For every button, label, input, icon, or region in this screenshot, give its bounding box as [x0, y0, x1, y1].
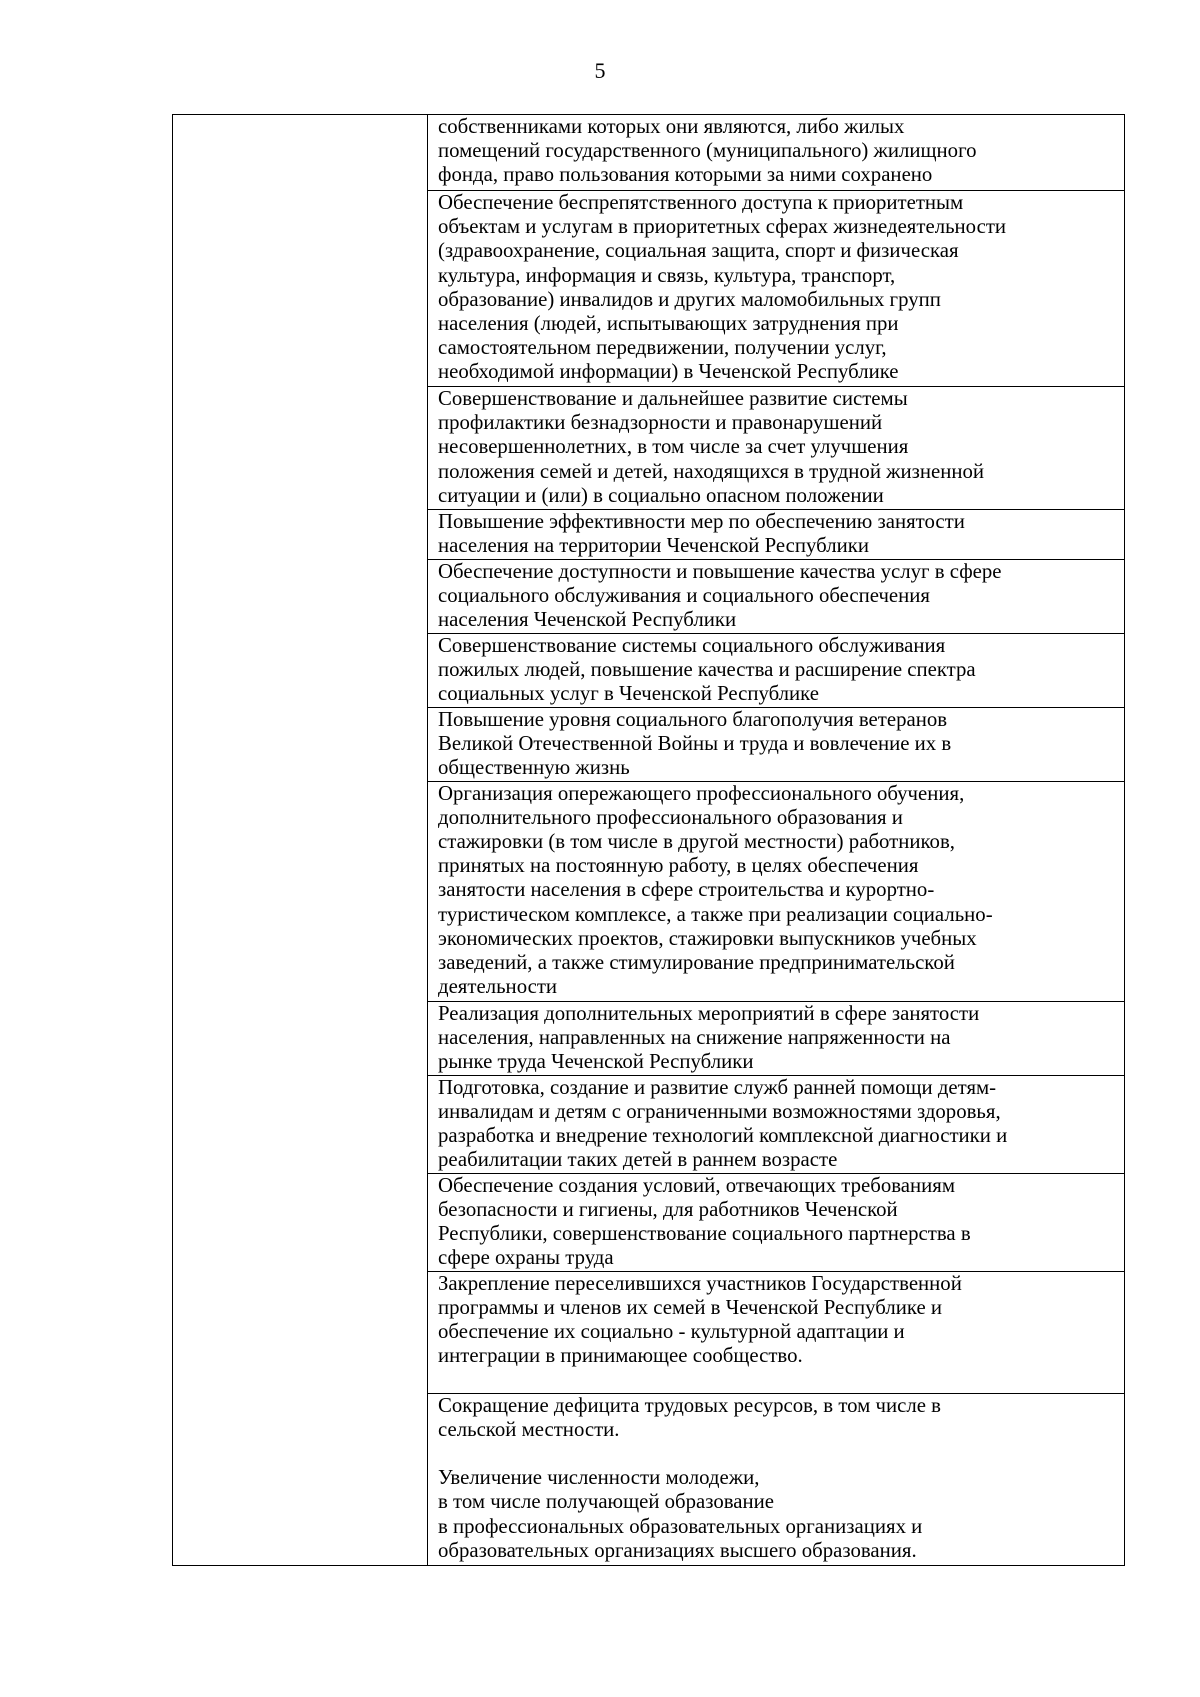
table-row [173, 115, 1125, 191]
table-cell [428, 560, 1125, 634]
cell-text: Повышение эффективности мер по обеспечению занятости населения на территории Чеченской Республики [438, 510, 965, 558]
cell-text: Обеспечение доступности и повышение качества услуг в сфере социального обслуживания и социального обеспечения населения Чеченской Республики [438, 560, 1002, 632]
goals-table [172, 114, 1125, 1566]
cell-text: Совершенствование и дальнейшее развитие системы профилактики безнадзорности и правонарушений несовершеннолетних, в том числе за счет улучшения положения семей и детей, находящихся в трудной жизненной ситуации и (или) в социально опасном положении [438, 387, 985, 507]
table-cell [428, 115, 1125, 191]
empty-left-cell [173, 115, 428, 1566]
cell-text: Обеспечение создания условий, отвечающих требованиям безопасности и гигиены, для работников Чеченской Республики, совершенствование социального партнерства в сфере охраны труда [438, 1173, 971, 1270]
table-cell [428, 1271, 1125, 1393]
table-cell [428, 510, 1125, 560]
table-cell [428, 633, 1125, 707]
cell-text: Совершенствование системы социального обслуживания пожилых людей, повышение качества и расширение спектра социальных услуг в Чеченской Республике [438, 633, 976, 706]
cell-text: Сокращение дефицита трудовых ресурсов, в том числе в сельской местности. Увеличение численности молодежи, в том числе получающей образование в профессиональных образовательных организациях и образовательных организациях высшего образования. [438, 1393, 941, 1562]
table-cell [428, 1173, 1125, 1271]
cell-text: Повышение уровня социального благополучия ветеранов Великой Отечественной Войны и труда и вовлечение их в общественную жизнь [438, 707, 952, 780]
page-number: 5 [594, 58, 606, 83]
table-cell [428, 781, 1125, 1001]
cell-text: Закрепление переселившихся участников Государственной программы и членов их семей в Чеченской Республике и обеспечение их социально - культурной адаптации и интеграции в принимающее сообщество. [438, 1271, 962, 1368]
cell-text: Подготовка, создание и развитие служб ранней помощи детям- инвалидам и детям с ограниченными возможностями здоровья, разработка и внедрение технологий комплексной диагностики и реабилитации таких детей в раннем возрасте [438, 1075, 1008, 1172]
table-cell [428, 707, 1125, 781]
cell-text: Организация опережающего профессионального обучения, дополнительного профессионального образования и стажировки (в том числе в другой местности) работников, принятых на постоянную работу, в целях обеспечения занятости населения в сфере строительства и курортно- туристическом комплексе, а также при реализации социально- экономических проектов, стажировки выпускников учебных заведений, а также стимулирование предпринимательской деятельности [438, 781, 993, 999]
table-cell [428, 191, 1125, 387]
table-cell [428, 1001, 1125, 1075]
cell-text: Реализация дополнительных мероприятий в сфере занятости населения, направленных на снижение напряженности на рынке труда Чеченской Республики [438, 1001, 980, 1074]
table-cell [428, 1075, 1125, 1173]
cell-text: Обеспечение беспрепятственного доступа к приоритетным объектам и услугам в приоритетных сферах жизнедеятельности (здравоохранение, социальная защита, спорт и физическая культура, информация и связь, культура, транспорт, образование) инвалидов и других маломобильных групп населения (людей, испытывающих затруднения при самостоятельном передвижении, получении услуг, необходимой информации) в Чеченской Республике [438, 191, 1007, 384]
table-cell [428, 387, 1125, 510]
cell-text: собственниками которых они являются, либо жилых помещений государственного (муниципального) жилищного фонда, право пользования которыми за ними сохранено [438, 115, 977, 187]
table-cell [428, 1393, 1125, 1565]
